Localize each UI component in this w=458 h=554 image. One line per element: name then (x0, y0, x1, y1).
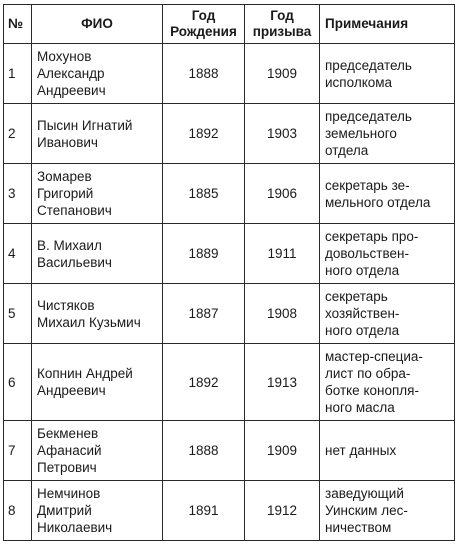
note-line: председатель (325, 57, 412, 73)
note-line: отдела (325, 143, 369, 158)
row-notes (320, 284, 455, 344)
row-conscription-year: 1912 (245, 481, 320, 541)
note-line: председатель (325, 109, 412, 124)
row-birth-year: 1892 (163, 344, 245, 421)
row-notes (320, 104, 455, 164)
name-line: Афанасий (37, 443, 102, 458)
row-number: 4 (4, 224, 32, 284)
note-line: мельного отдела (325, 194, 431, 210)
row-full-name (32, 164, 163, 224)
name-line: Андреевич (37, 83, 106, 98)
name-line: Александр (37, 66, 105, 81)
name-line: Николаевич (37, 520, 113, 535)
row-birth-year: 1888 (163, 44, 245, 104)
row-conscription-year: 1906 (245, 164, 320, 224)
note-line: Уинским лес- (325, 503, 408, 518)
row-full-name (32, 421, 163, 481)
name-line: Бекменев (37, 426, 99, 441)
note-line: нет данных (325, 443, 397, 458)
note-line: ного отдела (325, 323, 400, 338)
table-row (4, 164, 455, 224)
header-full-name: ФИО (32, 5, 163, 44)
row-birth-year: 1885 (163, 164, 245, 224)
name-line: Михаил Кузьмич (37, 314, 141, 330)
row-full-name (32, 344, 163, 421)
note-line: ничеством (325, 520, 392, 535)
table-row (4, 284, 455, 344)
header-birth-year (163, 5, 245, 44)
note-line: ного отдела (325, 263, 400, 278)
row-full-name (32, 44, 163, 104)
name-line: Чистяков (37, 297, 95, 313)
note-line: секретарь (325, 289, 388, 304)
name-line: В. Михаил (37, 237, 102, 253)
row-notes (320, 164, 455, 224)
header-row (4, 5, 455, 44)
note-line: секретарь про- (325, 229, 419, 244)
table-row (4, 44, 455, 104)
row-number: 8 (4, 481, 32, 541)
row-notes (320, 224, 455, 284)
row-full-name (32, 104, 163, 164)
header-conscription-year (245, 5, 320, 44)
table-body (4, 44, 455, 541)
row-number: 2 (4, 104, 32, 164)
row-birth-year: 1887 (163, 284, 245, 344)
note-line: хозяйствен- (325, 306, 400, 321)
row-number: 3 (4, 164, 32, 224)
row-number: 1 (4, 44, 32, 104)
name-line: Иванович (37, 134, 98, 150)
row-conscription-year: 1909 (245, 44, 320, 104)
name-line: Андреевич (37, 383, 106, 398)
row-birth-year: 1888 (163, 421, 245, 481)
name-line: Васильевич (37, 254, 112, 270)
header-birth-line: Рождения (170, 24, 237, 39)
note-line: секретарь зе- (325, 177, 410, 193)
row-conscription-year: 1913 (245, 344, 320, 421)
name-line: Петрович (37, 460, 97, 475)
header-birth-line: Год (191, 8, 216, 23)
table-row (4, 421, 455, 481)
note-line: ного масла (325, 400, 395, 415)
row-full-name (32, 284, 163, 344)
note-line: земельного (325, 126, 397, 141)
name-line: Пысин Игнатий (37, 117, 133, 133)
name-line: Немчинов (37, 486, 101, 501)
name-line: Григорий (37, 186, 94, 201)
row-notes (320, 44, 455, 104)
table-row (4, 224, 455, 284)
header-year-line: призыва (252, 24, 312, 39)
note-line: мастер-специа- (325, 349, 423, 364)
row-conscription-year: 1909 (245, 421, 320, 481)
row-notes (320, 421, 455, 481)
name-line: Копнин Андрей (37, 366, 133, 381)
row-notes (320, 481, 455, 541)
row-conscription-year: 1908 (245, 284, 320, 344)
name-line: Степанович (37, 203, 112, 218)
row-number: 6 (4, 344, 32, 421)
header-notes: Примечания (320, 5, 455, 44)
note-line: заведующий (325, 486, 404, 501)
header-number: № (4, 5, 32, 44)
row-birth-year: 1892 (163, 104, 245, 164)
row-number: 5 (4, 284, 32, 344)
name-line: Зомарев (37, 169, 92, 184)
row-conscription-year: 1903 (245, 104, 320, 164)
table-row (4, 481, 455, 541)
row-full-name (32, 481, 163, 541)
name-line: Мохунов (37, 49, 92, 64)
note-line: лист по обра- (325, 366, 411, 381)
table-row (4, 104, 455, 164)
note-line: исполкома (325, 74, 393, 90)
row-number: 7 (4, 421, 32, 481)
table-row (4, 344, 455, 421)
row-birth-year: 1891 (163, 481, 245, 541)
row-notes (320, 344, 455, 421)
row-full-name (32, 224, 163, 284)
row-conscription-year: 1911 (245, 224, 320, 284)
row-birth-year: 1889 (163, 224, 245, 284)
note-line: довольствен- (325, 246, 409, 261)
header-year-line: Год (270, 8, 294, 23)
name-line: Дмитрий (37, 503, 92, 518)
personnel-table (3, 4, 455, 541)
note-line: ботке конопля- (325, 383, 419, 398)
